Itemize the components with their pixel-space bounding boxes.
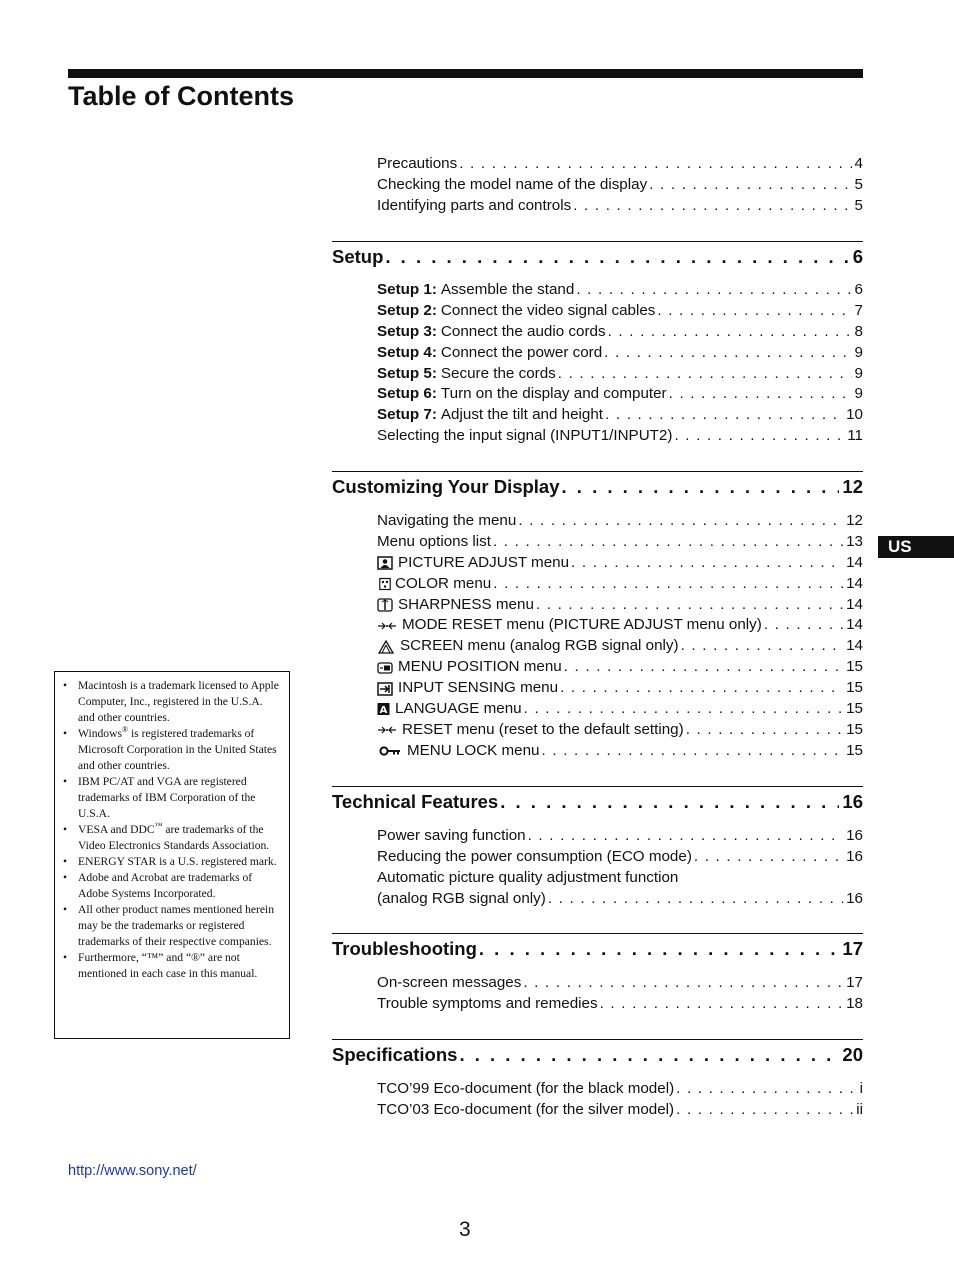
trademark-item: • Windows® is registered trademarks of Microsoft Corporation in the United States and other countries. bbox=[63, 726, 281, 774]
trademark-item: • Macintosh is a trademark licensed to Apple Computer, Inc., registered in the U.S.A. and other countries. bbox=[63, 678, 281, 726]
page-title: Table of Contents bbox=[68, 81, 294, 111]
toc-entry[interactable]: Menu options list . . . 13 bbox=[377, 532, 863, 553]
intro-list bbox=[377, 154, 863, 217]
toc-entry[interactable]: MENU LOCK menu . . . 15 bbox=[377, 741, 863, 762]
input-sensing-icon bbox=[377, 682, 393, 696]
toc-entry[interactable]: Reducing the power consumption (ECO mode) . . . 16 bbox=[377, 847, 863, 868]
toc-entry[interactable]: SCREEN menu (analog RGB signal only) . . . 14 bbox=[377, 636, 863, 657]
trademark-item: • VESA and DDC™ are trademarks of the Video Electronics Standards Association. bbox=[63, 822, 281, 854]
section-setup-heading bbox=[332, 241, 863, 270]
toc-entry[interactable]: Setup 5: Secure the cords . . . 9 bbox=[377, 364, 863, 385]
svg-text:A: A bbox=[379, 705, 388, 717]
picture-adjust-icon bbox=[377, 556, 393, 570]
customizing-list bbox=[377, 511, 863, 762]
section-specifications-heading bbox=[332, 1039, 863, 1068]
toc-entry[interactable]: Precautions . . . 4 bbox=[377, 154, 863, 175]
toc-entry[interactable]: Identifying parts and controls . . . 5 bbox=[377, 196, 863, 217]
section-customizing-heading bbox=[332, 471, 863, 500]
menu-position-icon bbox=[377, 661, 393, 675]
reset-icon bbox=[377, 723, 397, 737]
section-technical-heading bbox=[332, 786, 863, 815]
menu-lock-icon bbox=[379, 744, 401, 758]
toc-entry[interactable]: A LANGUAGE menu . . . 15 bbox=[377, 699, 863, 720]
sony-website-link[interactable]: http://www.sony.net/ bbox=[68, 1163, 197, 1179]
toc-entry[interactable]: Trouble symptoms and remedies . . . 18 bbox=[377, 994, 863, 1015]
language-icon bbox=[377, 702, 390, 716]
toc-entry[interactable]: (analog RGB signal only) . . . 16 bbox=[377, 889, 863, 910]
specifications-list bbox=[377, 1079, 863, 1121]
toc-entry[interactable]: INPUT SENSING menu . . . 15 bbox=[377, 678, 863, 699]
sharpness-icon bbox=[377, 598, 393, 612]
toc-entry[interactable]: Checking the model name of the display . . . 5 bbox=[377, 175, 863, 196]
trademark-item: • Adobe and Acrobat are trademarks of Adobe Systems Incorporated. bbox=[63, 870, 281, 902]
trademark-item: • Furthermore, “™” and “®” are not mentioned in each case in this manual. bbox=[63, 950, 281, 982]
toc-entry[interactable]: Power saving function . . . 16 bbox=[377, 826, 863, 847]
trademark-item: • ENERGY STAR is a U.S. registered mark. bbox=[63, 854, 281, 870]
screen-icon bbox=[377, 640, 395, 654]
toc-entry[interactable]: Setup 6: Turn on the display and computer . . . 9 bbox=[377, 384, 863, 405]
toc-entry[interactable]: Setup 7: Adjust the tilt and height . . . 10 bbox=[377, 405, 863, 426]
toc-entry[interactable]: MENU POSITION menu . . . 15 bbox=[377, 657, 863, 678]
technical-list bbox=[377, 826, 863, 910]
toc-entry[interactable]: Navigating the menu . . . 12 bbox=[377, 511, 863, 532]
toc-entry[interactable]: RESET menu (reset to the default setting) . . . 15 bbox=[377, 720, 863, 741]
setup-list bbox=[377, 280, 863, 447]
toc-entry[interactable]: MODE RESET menu (PICTURE ADJUST menu only) . . . 14 bbox=[377, 615, 863, 636]
page-number: 3 bbox=[459, 1218, 471, 1241]
toc-entry[interactable]: On-screen messages . . . 17 bbox=[377, 973, 863, 994]
toc-entry[interactable]: Setup 4: Connect the power cord . . . 9 bbox=[377, 343, 863, 364]
toc-section-entry[interactable]: Setup . . . 6 bbox=[332, 244, 863, 270]
trademark-notice-box bbox=[54, 671, 290, 1039]
toc-entry[interactable]: Setup 3: Connect the audio cords . . . 8 bbox=[377, 322, 863, 343]
toc-section-entry[interactable]: Specifications . . . 20 bbox=[332, 1042, 863, 1068]
toc-section-entry[interactable]: Technical Features . . . 16 bbox=[332, 789, 863, 815]
title-rule bbox=[68, 69, 863, 78]
toc-entry[interactable]: PICTURE ADJUST menu . . . 14 bbox=[377, 553, 863, 574]
color-icon bbox=[377, 577, 389, 591]
section-troubleshooting-heading bbox=[332, 933, 863, 962]
trademark-item: • All other product names mentioned herein may be the trademarks or registered trademarks of their respective companies. bbox=[63, 902, 281, 950]
mode-reset-icon bbox=[377, 619, 397, 633]
toc-entry[interactable]: SHARPNESS menu . . . 14 bbox=[377, 595, 863, 616]
toc-section-entry[interactable]: Troubleshooting . . . 17 bbox=[332, 936, 863, 962]
toc-entry[interactable]: Setup 1: Assemble the stand . . . 6 bbox=[377, 280, 863, 301]
toc-entry[interactable]: Setup 2: Connect the video signal cables . . . 7 bbox=[377, 301, 863, 322]
toc-entry[interactable]: TCO’99 Eco-document (for the black model) . . . i bbox=[377, 1079, 863, 1100]
trademark-item: • IBM PC/AT and VGA are registered trademarks of IBM Corporation of the U.S.A. bbox=[63, 774, 281, 822]
toc-entry-first-line[interactable]: Automatic picture quality adjustment function bbox=[377, 868, 679, 886]
troubleshooting-list bbox=[377, 973, 863, 1015]
toc-entry[interactable]: Selecting the input signal (INPUT1/INPUT2) . . . 11 bbox=[377, 426, 863, 447]
language-side-tab: US bbox=[878, 536, 954, 558]
toc-section-entry[interactable]: Customizing Your Display . . . 12 bbox=[332, 474, 863, 500]
toc-entry[interactable]: COLOR menu . . . 14 bbox=[377, 574, 863, 595]
toc-entry[interactable]: TCO’03 Eco-document (for the silver model) . . . ii bbox=[377, 1100, 863, 1121]
